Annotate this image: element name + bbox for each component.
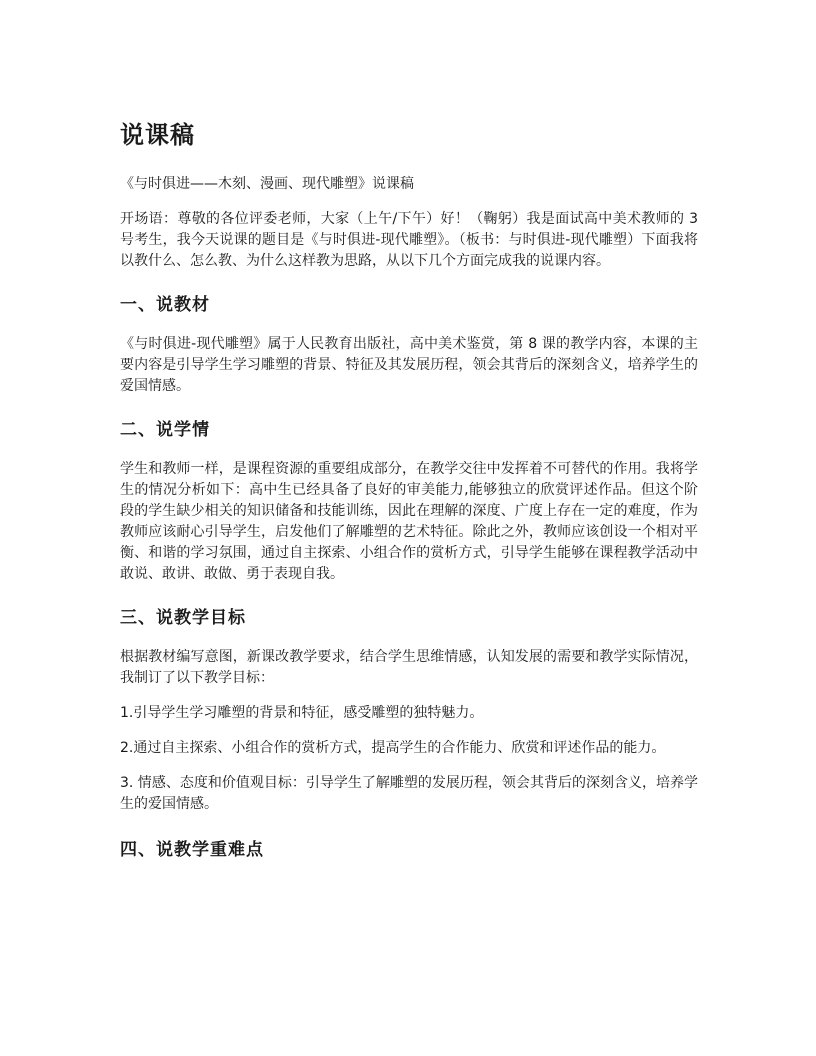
section-heading-students: 二、说学情 — [120, 420, 210, 440]
opening-paragraph: 开场语：尊敬的各位评委老师，大家（上午/下午）好！（鞠躬）我是面试高中美术教师的 3 号考生，我今天说课的题目是《与时俱进-现代雕塑》。（板书：与时俱进-现代雕塑）下面我将以教什么、怎么教、为什么这样教为思路，从以下几个方面完成我的说课内容。 — [120, 211, 698, 269]
textbook-paragraph: 《与时俱进-现代雕塑》属于人民教育出版社，高中美术鉴赏，第 8 课的教学内容，本课的主要内容是引导学生学习雕塑的背景、特征及其发展历程，领会其背后的深刻含义，培养学生的爱国情感。 — [120, 336, 698, 394]
document-subtitle: 《与时俱进——木刻、漫画、现代雕塑》说课稿 — [120, 176, 414, 192]
students-paragraph: 学生和教师一样，是课程资源的重要组成部分，在教学交往中发挥着不可替代的作用。我将学生的情况分析如下：高中生已经具备了良好的审美能力,能够独立的欣赏评述作品。但这个阶段的学生缺少相关的知识储备和技能训练，因此在理解的深度、广度上存在一定的难度，作为教师应该耐心引导学生，启发他们了解雕塑的艺术特征。除此之外，教师应该创设一个相对平衡、和谐的学习氛围，通过自主探索、小组合作的赏析方式，引导学生能够在课程教学活动中敢说、敢讲、敢做、勇于表现自我。 — [120, 461, 698, 582]
objective-item-2: 2.通过自主探索、小组合作的赏析方式，提高学生的合作能力、欣赏和评述作品的能力。 — [120, 740, 666, 756]
section-heading-textbook: 一、说教材 — [120, 295, 210, 315]
document-title: 说课稿 — [120, 121, 195, 149]
objective-item-1: 1.引导学生学习雕塑的背景和特征，感受雕塑的独特魅力。 — [120, 705, 484, 721]
section-heading-objectives: 三、说教学目标 — [120, 608, 246, 628]
objectives-intro-paragraph: 根据教材编写意图，新课改教学要求，结合学生思维情感，认知发展的需要和教学实际情况，我制订了以下教学目标： — [120, 649, 698, 686]
objective-item-3: 3. 情感、态度和价值观目标：引导学生了解雕塑的发展历程，领会其背后的深刻含义，培养学生的爱国情感。 — [120, 775, 698, 812]
section-heading-key-points: 四、说教学重难点 — [120, 840, 264, 860]
document-page — [120, 118, 698, 879]
